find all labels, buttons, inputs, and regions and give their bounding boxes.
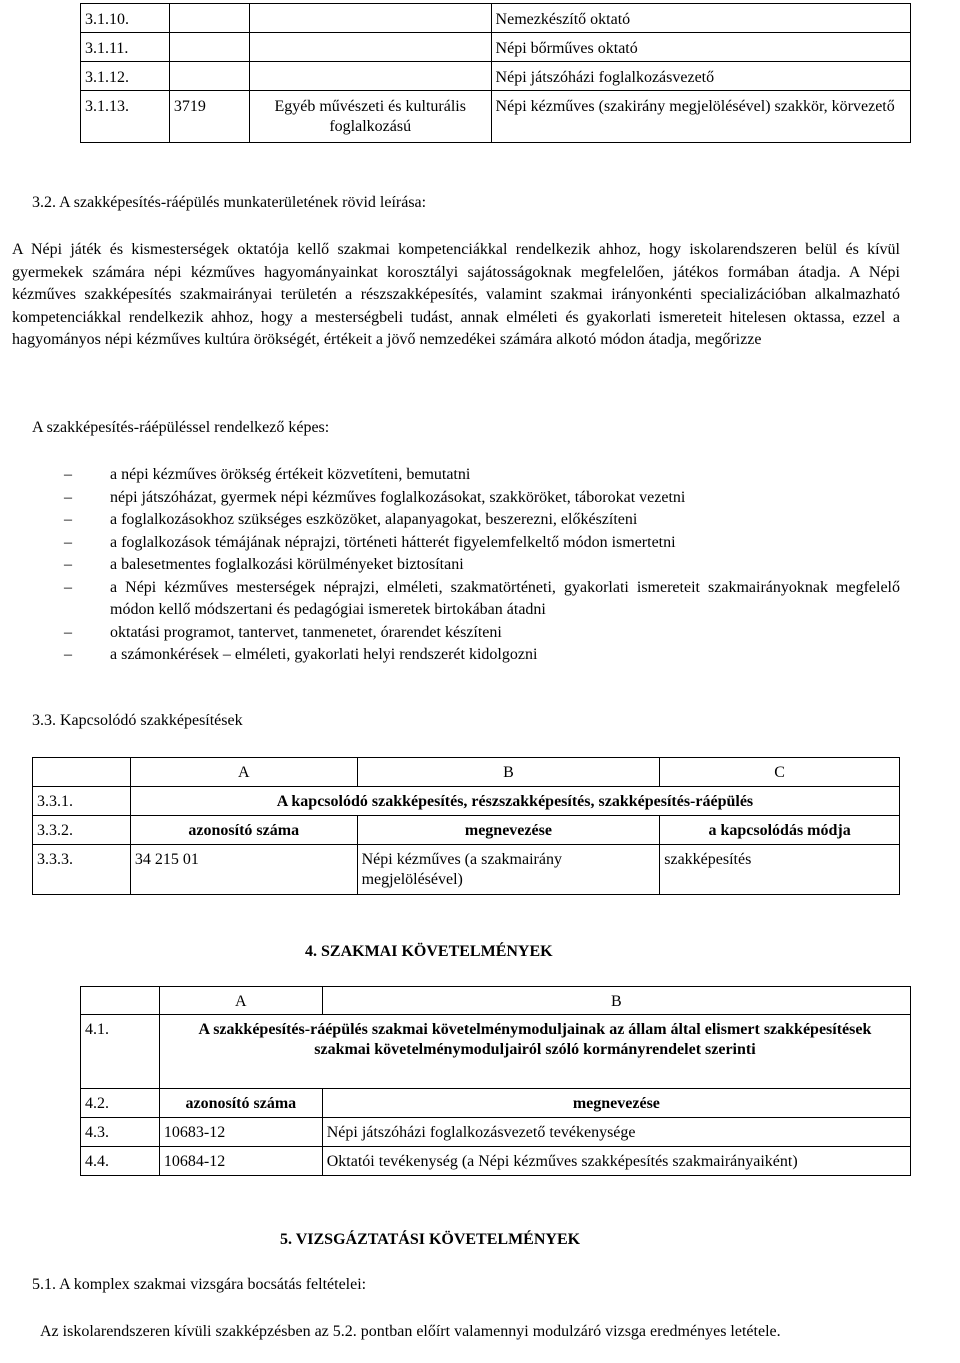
- table-row: [81, 33, 911, 62]
- qualification-id: 34 215 01: [130, 845, 357, 895]
- occupation-table: [80, 3, 911, 143]
- row-number: 4.3.: [81, 1118, 160, 1147]
- dash-bullet: –: [64, 488, 72, 506]
- row-number: 3.1.12.: [81, 62, 170, 91]
- dash-bullet: –: [64, 623, 72, 641]
- col-b-header: B: [357, 758, 660, 787]
- dash-bullet: –: [64, 511, 72, 528]
- list-item: – a Népi kézműves mesterségek néprajzi, elméleti, szakmatörténeti, gyakorlati ismereteit szakmairányoknak megfelelő módon kellő módszertani és pedagógiai ismeretek birtokában átadni: [64, 578, 900, 618]
- dash-bullet: –: [64, 556, 72, 573]
- list-item: – a számonkérések – elméleti, gyakorlati helyi rendszerét kidolgozni: [32, 644, 900, 667]
- section-5-heading: 5. VIZSGÁZTATÁSI KÖVETELMÉNYEK: [280, 1231, 581, 1248]
- link-type: szakképesítés: [660, 845, 900, 895]
- table-row: [33, 787, 900, 816]
- capable-heading: A szakképesítés-ráépüléssel rendelkező képes:: [32, 419, 330, 436]
- module-id: 10684-12: [159, 1147, 322, 1176]
- link-type-header: a kapcsolódás módja: [660, 816, 900, 845]
- row-title: A szakképesítés-ráépülés szakmai követelménymoduljainak az állam által elismert szakképesítések szakmai követelménymoduljairól szóló kormányrendelet szerinti: [159, 1015, 910, 1089]
- occupation-name: Népi bőrműves oktató: [491, 33, 910, 62]
- occupation-name: Népi kézműves (szakirány megjelölésével) szakkör, körvezető: [491, 91, 910, 143]
- feor-code: [169, 33, 249, 62]
- col-c-header: C: [660, 758, 900, 787]
- dash-bullet: –: [64, 578, 72, 596]
- list-item: – népi játszóházat, gyermek népi kézműves foglalkozásokat, szakköröket, táborokat vezetni: [32, 487, 900, 510]
- table-row: [33, 816, 900, 845]
- table-row: [81, 1089, 911, 1118]
- description-paragraph: A Népi játék és kismesterségek oktatója kellő szakmai kompetenciákkal rendelkezik ahhoz, hogy iskolarendszeren belül és kívül gyermekek számára népi kézműves hagyományainkat korosztályi sajátosságoknak megfelelően, játékos formában átadja. A Népi kézműves szakképesítés szakmairányai területén a részszakképesítés, valamint szakmai irányonkénti specializációban alkalmazható kompetenciákkal rendelkezik ahhoz, hogy a mesterségbeli tudást, annak elméleti és gyakorlati ismereteit hitelesen oktassa, ezzel a hagyományos népi kézműves kultúra örökségét, értékeit a jövő nemzedékei számára alkotó módon átadja, megőrizze: [12, 241, 900, 348]
- section-5-1-paragraph: Az iskolarendszeren kívüli szakképzésben az 5.2. pontban előírt valamennyi modulzáró vizsga eredményes letétele.: [40, 1323, 781, 1340]
- name-header: megnevezése: [322, 1089, 910, 1118]
- table-row: [81, 987, 911, 1015]
- section-5-1-heading: 5.1. A komplex szakmai vizsgára bocsátás feltételei:: [32, 1276, 367, 1293]
- row-number: 3.1.13.: [81, 91, 170, 143]
- list-item: – a balesetmentes foglalkozási körülményeket biztosítani: [32, 554, 900, 577]
- module-name: Oktatói tevékenység (a Népi kézműves szakképesítés szakmairányaiként): [322, 1147, 910, 1176]
- list-item: – a foglalkozások témájának néprajzi, történeti hátterét figyelemfelkeltő módon ismertetni: [32, 532, 900, 555]
- row-number: 3.1.11.: [81, 33, 170, 62]
- table-row: [81, 1118, 911, 1147]
- feor-code: 3719: [169, 91, 249, 143]
- table-row: [81, 62, 911, 91]
- module-requirements-table: [80, 986, 911, 1176]
- row-number: 4.4.: [81, 1147, 160, 1176]
- row-number: 3.3.1.: [33, 787, 131, 816]
- id-header: azonosító száma: [159, 1089, 322, 1118]
- module-id: 10683-12: [159, 1118, 322, 1147]
- row-number: 4.1.: [81, 1015, 160, 1089]
- dash-bullet: –: [64, 533, 72, 551]
- id-header: azonosító száma: [130, 816, 357, 845]
- competency-list: [32, 464, 900, 667]
- list-item: – a népi kézműves örökség értékeit közvetíteni, bemutatni: [32, 464, 900, 487]
- section-3-2-description: [12, 239, 900, 352]
- col-a-header: A: [159, 987, 322, 1015]
- table-row: [81, 1015, 911, 1089]
- col-b-header: B: [322, 987, 910, 1015]
- list-item: – oktatási programot, tantervet, tanmenetet, órarendet készíteni: [32, 622, 900, 645]
- name-header: megnevezése: [357, 816, 660, 845]
- row-number: 3.1.10.: [81, 4, 170, 33]
- table-row: [81, 4, 911, 33]
- row-number: 4.2.: [81, 1089, 160, 1118]
- table-row: [81, 1147, 911, 1176]
- list-item: – a foglalkozásokhoz szükséges eszközöket, alapanyagokat, beszerezni, előkészíteni: [32, 509, 900, 532]
- dash-bullet: –: [64, 646, 72, 663]
- feor-code: [169, 4, 249, 33]
- dash-bullet: –: [64, 466, 72, 483]
- occupation-name: Nemezkészítő oktató: [491, 4, 910, 33]
- section-4-heading: 4. SZAKMAI KÖVETELMÉNYEK: [305, 943, 553, 960]
- row-title: A kapcsolódó szakképesítés, részszakképesítés, szakképesítés-ráépülés: [130, 787, 899, 816]
- qualification-name: Népi kézműves (a szakmairány megjelölésével): [357, 845, 660, 895]
- module-name: Népi játszóházi foglalkozásvezető tevékenysége: [322, 1118, 910, 1147]
- related-qualifications-table: [32, 757, 900, 895]
- table-row: [33, 758, 900, 787]
- feor-field: [249, 33, 491, 62]
- col-a-header: A: [130, 758, 357, 787]
- table-row: [33, 845, 900, 895]
- occupation-name: Népi játszóházi foglalkozásvezető: [491, 62, 910, 91]
- feor-field: [249, 4, 491, 33]
- section-3-3-heading: 3.3. Kapcsolódó szakképesítések: [32, 712, 243, 729]
- row-number: 3.3.3.: [33, 845, 131, 895]
- feor-field: [249, 62, 491, 91]
- table-row: [81, 91, 911, 143]
- row-number: 3.3.2.: [33, 816, 131, 845]
- feor-field: Egyéb művészeti és kulturális foglalkozású: [249, 91, 491, 143]
- section-3-2-heading: 3.2. A szakképesítés-ráépülés munkaterületének rövid leírása:: [32, 194, 427, 211]
- feor-code: [169, 62, 249, 91]
